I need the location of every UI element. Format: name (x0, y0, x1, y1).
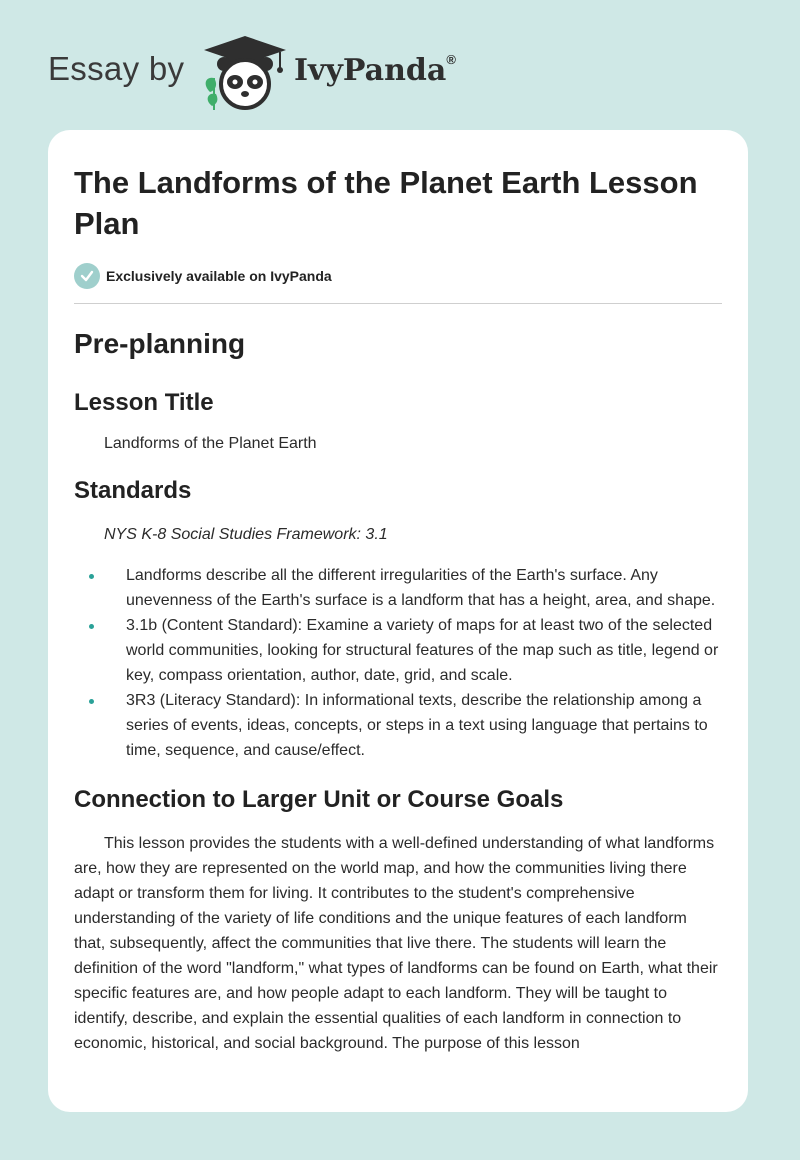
framework-text: NYS K-8 Social Studies Framework: 3.1 (104, 526, 388, 543)
bullet-dot-icon (89, 574, 94, 579)
standards-list (74, 563, 722, 763)
heading-standards: Standards (74, 477, 192, 504)
heading-connection: Connection to Larger Unit or Course Goals (74, 786, 564, 813)
page-title: The Landforms of the Planet Earth Lesson Plan (74, 165, 698, 241)
connection-paragraph: This lesson provides the students with a well-defined understanding of what landforms are, how they are represented on the world map, and how the communities living there adapt or transform them for living. It contributes to the student's comprehensive understanding of the variety of life conditions and the unique features of each landform that, subsequently, affect the communities that live there. The students will learn the definition of the word "landform," what types of landforms can be found on Earth, what their specific features are, and how people adapt to each landform. They will be taught to identify, describe, and explain the essential qualities of each landform in connection to economic, historical, and social background. The purpose of this lesson (74, 835, 718, 1052)
exclusive-badge (74, 262, 722, 290)
brand-name[interactable]: IvyPanda® (294, 52, 456, 88)
list-item: Landforms describe all the different irregularities of the Earth's surface. Any unevenness of the Earth's surface is a landform that has a height, area, and shape. (74, 563, 722, 613)
heading-lesson-title: Lesson Title (74, 389, 214, 416)
exclusive-text: Exclusively available on IvyPanda (106, 268, 332, 284)
check-circle-icon (74, 263, 100, 289)
divider (74, 303, 722, 304)
bullet-dot-icon (89, 699, 94, 704)
bullet-dot-icon (89, 624, 94, 629)
list-item: 3R3 (Literacy Standard): In informational texts, describe the relationship among a series of events, ideas, concepts, or steps in a text using language that pertains to time, sequence, and cause/effect. (74, 688, 722, 763)
lesson-title-text: Landforms of the Planet Earth (104, 435, 317, 452)
essay-card (48, 130, 748, 1112)
registered-mark: ® (446, 52, 456, 67)
site-header (0, 0, 800, 130)
panda-graduation-cap-icon[interactable] (200, 32, 290, 112)
section-heading-pre-planning: Pre-planning (74, 328, 246, 359)
list-item: 3.1b (Content Standard): Examine a variety of maps for at least two of the selected world communities, looking for structural features of the map such as title, legend or key, compass orientation, author, date, grid, and scale. (74, 613, 722, 688)
essay-by-label: Essay by (48, 50, 185, 87)
